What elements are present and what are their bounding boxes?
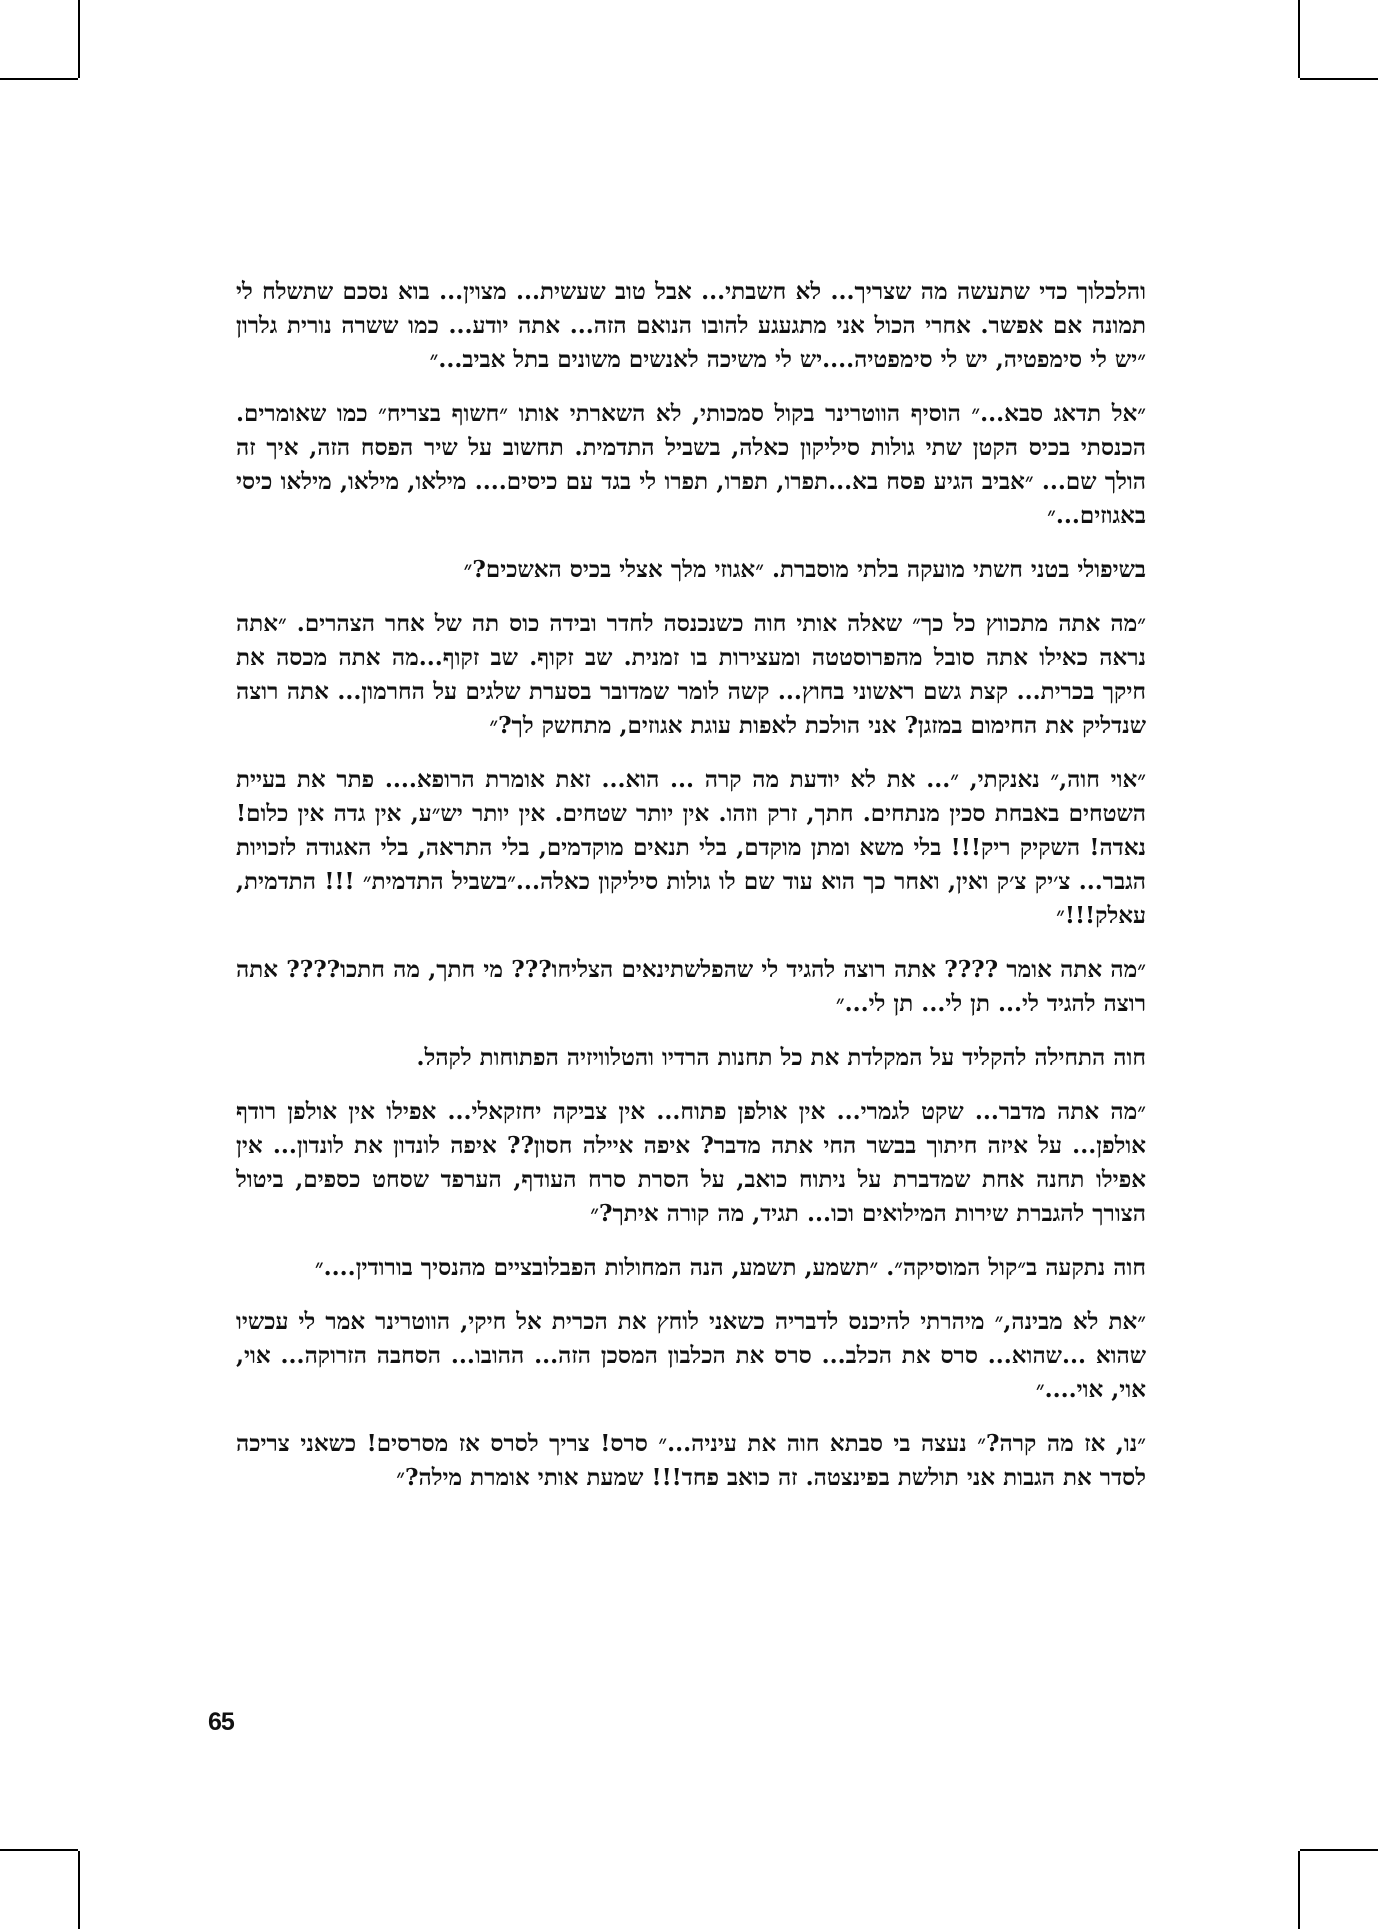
paragraph: והלכלוך כדי שתעשה מה שצריך... לא חשבתי... אבל טוב שעשית... מצוין... בוא נסכם שתשלח לי תמונה אם אפשר. אחרי הכול אני מתגעגע להובו הנואם הזה... אתה יודע... כמו ששרה נורית גלרון ״יש לי סימפטיה, יש לי סימפטיה....יש לי משיכה לאנשים משונים בתל אביב...״ (236, 278, 1146, 373)
paragraph: חוה התחילה להקליד על המקלדת את כל תחנות הרדיו והטלוויזיה הפתוחות לקהל. (416, 1044, 1146, 1071)
crop-mark-top-right-vertical (1298, 0, 1300, 78)
crop-mark-top-left-horizontal (0, 78, 78, 80)
crop-mark-bottom-left-vertical (78, 1851, 80, 1929)
paragraph: ״את לא מבינה,״ מיהרתי להיכנס לדבריה כשאני לוחץ את הכרית אל חיקי, הווטרינר אמר לי עכשיו שהוא ...שהוא... סרס את הכלב... סרס את הכלבון המסכן הזה... ההובו... הסחבה הזרוקה... אוי, אוי, אוי....״ (236, 1308, 1146, 1403)
paragraph: ״אוי חוה,״ נאנקתי, ״... את לא יודעת מה קרה ... הוא... זאת אומרת הרופא.... פתר את בעיית השטחים באבחת סכין מנתחים. חתך, זרק וזהו. אין יותר שטחים. אין יותר יש״ע, אין גדה אין כלום! נאדה! השקיק ריק!!! בלי משא ומתן מוקדם, בלי תנאים מוקדמים, בלי התראה, בלי האגודה לזכויות הגבר... צ׳יק צ׳ק ואין, ואחר כך הוא עוד שם לו גולות סיליקון כאלה...״בשביל התדמית״ !!! התדמית, עאלק!!!״ (236, 766, 1146, 929)
paragraph: חוה נתקעה ב״קול המוסיקה״. ״תשמע, תשמע, הנה המחולות הפבלובציים מהנסיך בורודין....״ (314, 1254, 1146, 1281)
paragraph: ״נו, אז מה קרה?״ נעצה בי סבתא חוה את עיניה...״ סרס! צריך לסרס אז מסרסים! כשאני צריכה לסדר את הגבות אני תולשת בפינצטה. זה כואב פחד!!! שמעת אותי אומרת מילה?״ (236, 1430, 1146, 1491)
paragraph: בשיפולי בטני חשתי מועקה בלתי מוסברת. ״אגוזי מלך אצלי בכיס האשכים?״ (463, 556, 1146, 583)
paragraph: ״אל תדאג סבא...״ הוסיף הווטרינר בקול סמכותי, לא השארתי אותו ״חשוף בצריח״ כמו שאומרים. הכנסתי בכיס הקטן שתי גולות סיליקון כאלה, בשביל התדמית. תחשוב על שיר הפסח הזה, איך זה הולך שם... ״אביב הגיע פסח בא...תפרו, תפרו, תפרו לי בגד עם כיסים.... מילאו, מילאו, מילאו כיסי באגוזים...״ (236, 400, 1146, 529)
crop-mark-top-left-vertical (78, 0, 80, 78)
crop-mark-bottom-left-horizontal (0, 1849, 78, 1851)
paragraph: ״מה אתה אומר ???? אתה רוצה להגיד לי שהפלשתינאים הצליחו??? מי חתך, מה חתכו???? אתה רוצה להגיד לי... תן לי... תן לי...״ (236, 956, 1146, 1017)
crop-mark-bottom-right-vertical (1298, 1851, 1300, 1929)
body-text (236, 275, 1146, 1515)
paragraph: ״מה אתה מדבר... שקט לגמרי... אין אולפן פתוח... אין צביקה יחזקאלי... אפילו אין אולפן רודף אולפן... על איזה חיתוך בבשר החי אתה מדבר? איפה איילה חסון?? איפה לונדון את לונדון... אין אפילו תחנה אחת שמדברת על ניתוח כואב, על הסרת סרח העודף, הערפד שסחט כספים, ביטול הצורך להגברת שירות המילואים וכו... תגיד, מה קורה איתך?״ (236, 1098, 1146, 1227)
crop-mark-top-right-horizontal (1300, 78, 1378, 80)
paragraph: ״מה אתה מתכווץ כל כך״ שאלה אותי חוה כשנכנסה לחדר ובידה כוס תה של אחר הצהרים. ״אתה נראה כאילו אתה סובל מהפרוסטטה ומעצירות בו זמנית. שב זקוף. שב זקוף...מה אתה מכסה את חיקך בכרית... קצת גשם ראשוני בחוץ... קשה לומר שמדובר בסערת שלגים על החרמון... אתה רוצה שנדליק את החימום במזגן? אני הולכת לאפות עוגת אגוזים, מתחשק לך?״ (236, 610, 1146, 739)
page-number: 65 (208, 1708, 234, 1736)
crop-mark-bottom-right-horizontal (1300, 1849, 1378, 1851)
